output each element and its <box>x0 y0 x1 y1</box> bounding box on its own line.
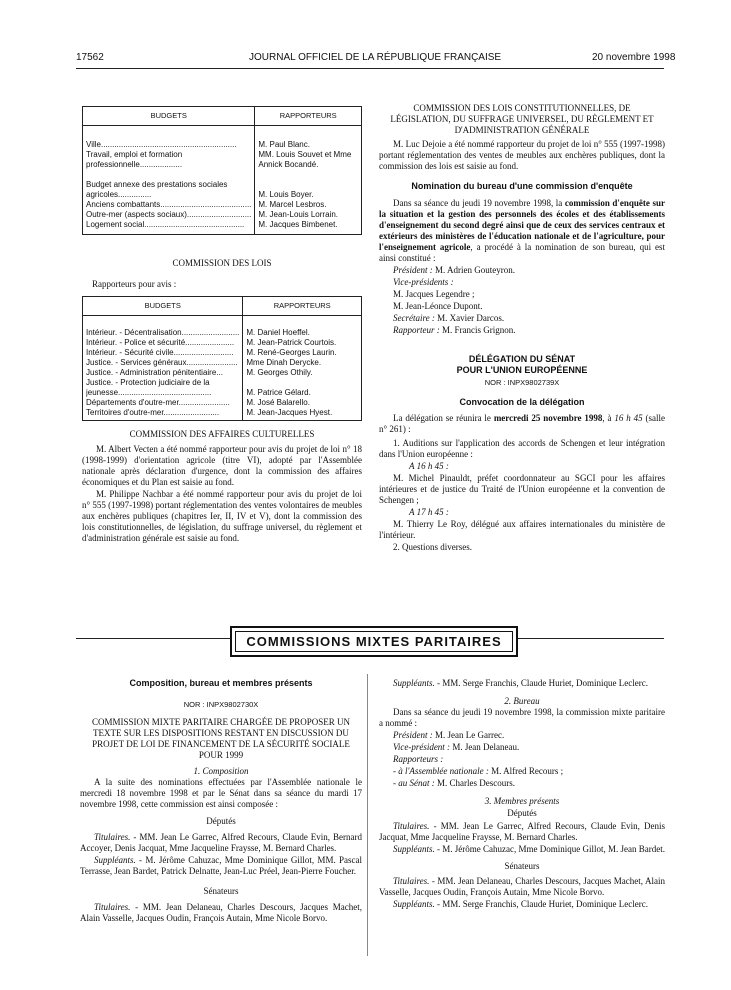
bureau-president: Président : M. Jean Le Garrec. <box>393 730 505 740</box>
delegation-title: POUR L'UNION EUROPÉENNE <box>456 365 588 375</box>
culturelles-paragraph: M. Philippe Nachbar a été nommé rapporteur pour avis du projet de loi n° 555 (1997-1998) portant réglementation des ventes volontaires de meubles aux enchères publiques (chapitres Ier, II, IV et V), dont la commission des lois constitutionnelles, de législation, du suffrage universel, du règlement et d'administration générale est saisie au fond. <box>82 489 362 543</box>
cmp-nor: NOR : INPX9802730X <box>183 700 259 709</box>
banner-rule-left <box>76 638 230 639</box>
commission-lois-title: COMMISSION DES LOIS <box>172 258 272 268</box>
right-top-column <box>379 103 665 554</box>
dep-titulaires: Titulaires. - MM. Jean Le Garrec, Alfred Recours, Claude Evin, Bernard Accoyer, Denis Jacquat, Mme Jacqueline Fraysse, M. Bernard Charles. <box>80 832 362 853</box>
vp1: M. Jacques Legendre ; <box>393 289 475 299</box>
banner-title: COMMISSIONS MIXTES PARITAIRES <box>235 631 513 652</box>
dep-titulaires: Titulaires. - MM. Jean Le Garrec, Alfred Recours, Claude Evin, Denis Jacquat, Mme Jacqueline Fraysse, M. Bernard Charles. <box>379 821 665 842</box>
dejoie-paragraph: M. Luc Dejoie a été nommé rapporteur du projet de loi n° 555 (1997-1998) portant réglementation des ventes de meubles aux enchères publiques, dont la commission des lois est saisie au fond. <box>379 139 665 171</box>
vp2: M. Jean-Léonce Dupont. <box>393 301 483 311</box>
column-divider <box>367 674 368 956</box>
delegation-nor: NOR : INPX9802739X <box>484 378 560 387</box>
left-bottom-column <box>80 678 362 925</box>
composition-paragraph: A la suite des nominations effectuées par l'Assemblée nationale le mercredi 18 novembre 1998 et par le Sénat dans sa séance du mardi 17 novembre 1998, cette commission est ainsi composée : <box>80 777 362 809</box>
right-bottom-column <box>379 678 665 911</box>
sen-suppleants: Suppléants. - MM. Serge Franchis, Claude Huriet, Dominique Leclerc. <box>393 678 649 688</box>
header-date: 20 novembre 1998 <box>592 52 676 63</box>
table-header: RAPPORTEURS <box>255 107 362 126</box>
culturelles-paragraph: M. Albert Vecten a été nommé rapporteur pour avis du projet de loi n° 18 (1998-1999) d'orientation agricole (titre VI), adopté par l'Assemblée nationale après déclaration d'urgence, dont la commission des affaires économiques et du Plan est saisie au fond. <box>82 444 362 487</box>
sen-titulaires: Titulaires. - MM. Jean Delaneau, Charles Descours, Jacques Machet, Alain Vasselle, Jacques Oudin, François Autain, Mme Nicole Borvo. <box>80 902 362 923</box>
bureau-rapporteurs: Rapporteurs : <box>393 754 444 764</box>
membres-heading: 3. Membres présents <box>484 796 560 806</box>
composition-heading: 1. Composition <box>193 766 249 776</box>
bureau-heading: 2. Bureau <box>504 696 540 706</box>
convocation-paragraph: La délégation se réunira le mercredi 25 novembre 1998, à 16 h 45 (salle n° 261) : <box>379 413 665 434</box>
dep-suppleants: Suppléants. - M. Jérôme Cahuzac, Mme Dominique Gillot, MM. Pascal Terrasse, Jean Bardet, Patrick Delnatte, Jean-Luc Préel, Jean-Pierre Foucher. <box>80 855 362 876</box>
commission-lois-constit-title: COMMISSION DES LOIS CONSTITUTIONNELLES, DE LÉGISLATION, DU SUFFRAGE UNIVERSEL, DU RÈGLEMENT ET D'ADMINISTRATION GÉNÉRALE <box>390 103 654 135</box>
president-line: Président : M. Adrien Gouteyron. <box>393 265 515 275</box>
enquete-paragraph: Dans sa séance du jeudi 19 novembre 1998, la commission d'enquête sur la situation et la gestion des personnels des écoles et des établissements d'enseignement du second degré ainsi que de ceux des services centraux et extérieurs des ministères de l'éducation nationale et de l'agriculture, pour l'enseignement agricole, a procédé à la nomination de son bureau, qui est ainsi constitué : <box>379 198 665 263</box>
pinault-paragraph: M. Michel Pinauldt, préfet coordonnateur au SGCI pour les affaires intérieures et de justice du Traité de l'Union européenne et la convention de Schengen ; <box>379 473 665 505</box>
header-rule <box>76 68 664 69</box>
table-row: Intérieur. - Décentralisation.......................... Intérieur. - Police et sécurité...................... Intérieur. - Sécurité civile........................... Justice. - Services généraux....................... Justice. - Administration pénitentiaire... Justice. - Protection judiciaire de la jeunesse.......................................... Départements d'outre-mer....................... Territoires d'outre-mer......................... M. Daniel Hoeffel. M. Jean-Patrick Courtois. M. René-Georges Laurin. Mme Dinah Derycke. M. Georges Othily. M. Patrice Gélard. M. José Balarello. M. Jean-Jacques Hyest. <box>83 316 362 421</box>
cmp-title: COMMISSION MIXTE PARITAIRE CHARGÉE DE PROPOSER UN TEXTE SUR LES DISPOSITIONS RESTANT EN DISCUSSION DU PROJET DE LOI DE FINANCEMENT DE LA SÉCURITÉ SOCIALE POUR 1999 <box>92 717 350 760</box>
vp-label: Vice-présidents : <box>393 277 454 287</box>
composition-title: Composition, bureau et membres présents <box>129 678 313 688</box>
dep-suppleants: Suppléants. - M. Jérôme Cahuzac, Mme Dominique Gillot, M. Jean Bardet. <box>393 844 665 854</box>
item2: 2. Questions diverses. <box>393 542 472 552</box>
senateurs-heading: Sénateurs <box>203 886 239 896</box>
enquete-title: Nomination du bureau d'une commission d'enquête <box>411 181 633 191</box>
sen-titulaires: Titulaires. - MM. Jean Delaneau, Charles Descours, Jacques Machet, Alain Vasselle, Jacques Oudin, François Autain, Mme Nicole Borvo. <box>379 876 665 897</box>
deputes-heading: Députés <box>206 816 236 826</box>
deputes-heading: Députés <box>507 808 537 818</box>
delegation-title: DÉLÉGATION DU SÉNAT <box>468 354 576 364</box>
secretaire-line: Secrétaire : M. Xavier Darcos. <box>393 313 505 323</box>
table-header: BUDGETS <box>83 297 243 316</box>
bureau-paragraph: Dans sa séance du jeudi 19 novembre 1998, la commission mixte paritaire a nommé : <box>379 707 665 728</box>
time2: A 17 h 45 : <box>409 507 449 517</box>
leroy-paragraph: M. Thierry Le Roy, délégué aux affaires internationales du ministère de l'intérieur. <box>379 519 665 540</box>
convocation-title: Convocation de la délégation <box>459 397 585 407</box>
sen-suppleants: Suppléants. - MM. Serge Franchis, Claude Huriet, Dominique Leclerc. <box>393 899 649 909</box>
table-row: Ville............................................................. Travail, emploi et formation professionnelle................... Budget annexe des prestations sociales agricoles............... Anciens combattants......................................... Outre-mer (aspects sociaux)............................. Logement social............................................. M. Paul Blanc. MM. Louis Souvet et Mme Annick Bocandé. M. Louis Boyer. M. Marcel Lesbros. M. Jean-Louis Lorrain. M. Jacques Bimbenet. <box>83 126 362 235</box>
rapporteur-line: Rapporteur : M. Francis Grignon. <box>393 325 516 335</box>
budgets-table-1 <box>82 106 362 235</box>
table-header: BUDGETS <box>83 107 255 126</box>
budgets-table-2 <box>82 296 362 421</box>
commissions-banner <box>230 626 518 657</box>
banner-rule-right <box>518 638 664 639</box>
rap-an: - à l'Assemblée nationale : M. Alfred Recours ; <box>393 766 564 776</box>
senateurs-heading: Sénateurs <box>504 861 540 871</box>
table-header: RAPPORTEURS <box>243 297 362 316</box>
item1: 1. Auditions sur l'application des accords de Schengen et leur intégration dans l'Union européenne : <box>379 438 665 459</box>
rap-sen: - au Sénat : M. Charles Descours. <box>393 778 515 788</box>
bureau-vp: Vice-président : M. Jean Delaneau. <box>393 742 520 752</box>
page-number: 17562 <box>76 52 104 63</box>
rapporteurs-avis: Rapporteurs pour avis : <box>92 279 177 289</box>
time1: A 16 h 45 : <box>409 461 449 471</box>
left-top-column <box>82 106 362 545</box>
culturelles-title: COMMISSION DES AFFAIRES CULTURELLES <box>129 429 315 439</box>
journal-title: JOURNAL OFFICIEL DE LA RÉPUBLIQUE FRANÇAISE <box>249 52 502 63</box>
